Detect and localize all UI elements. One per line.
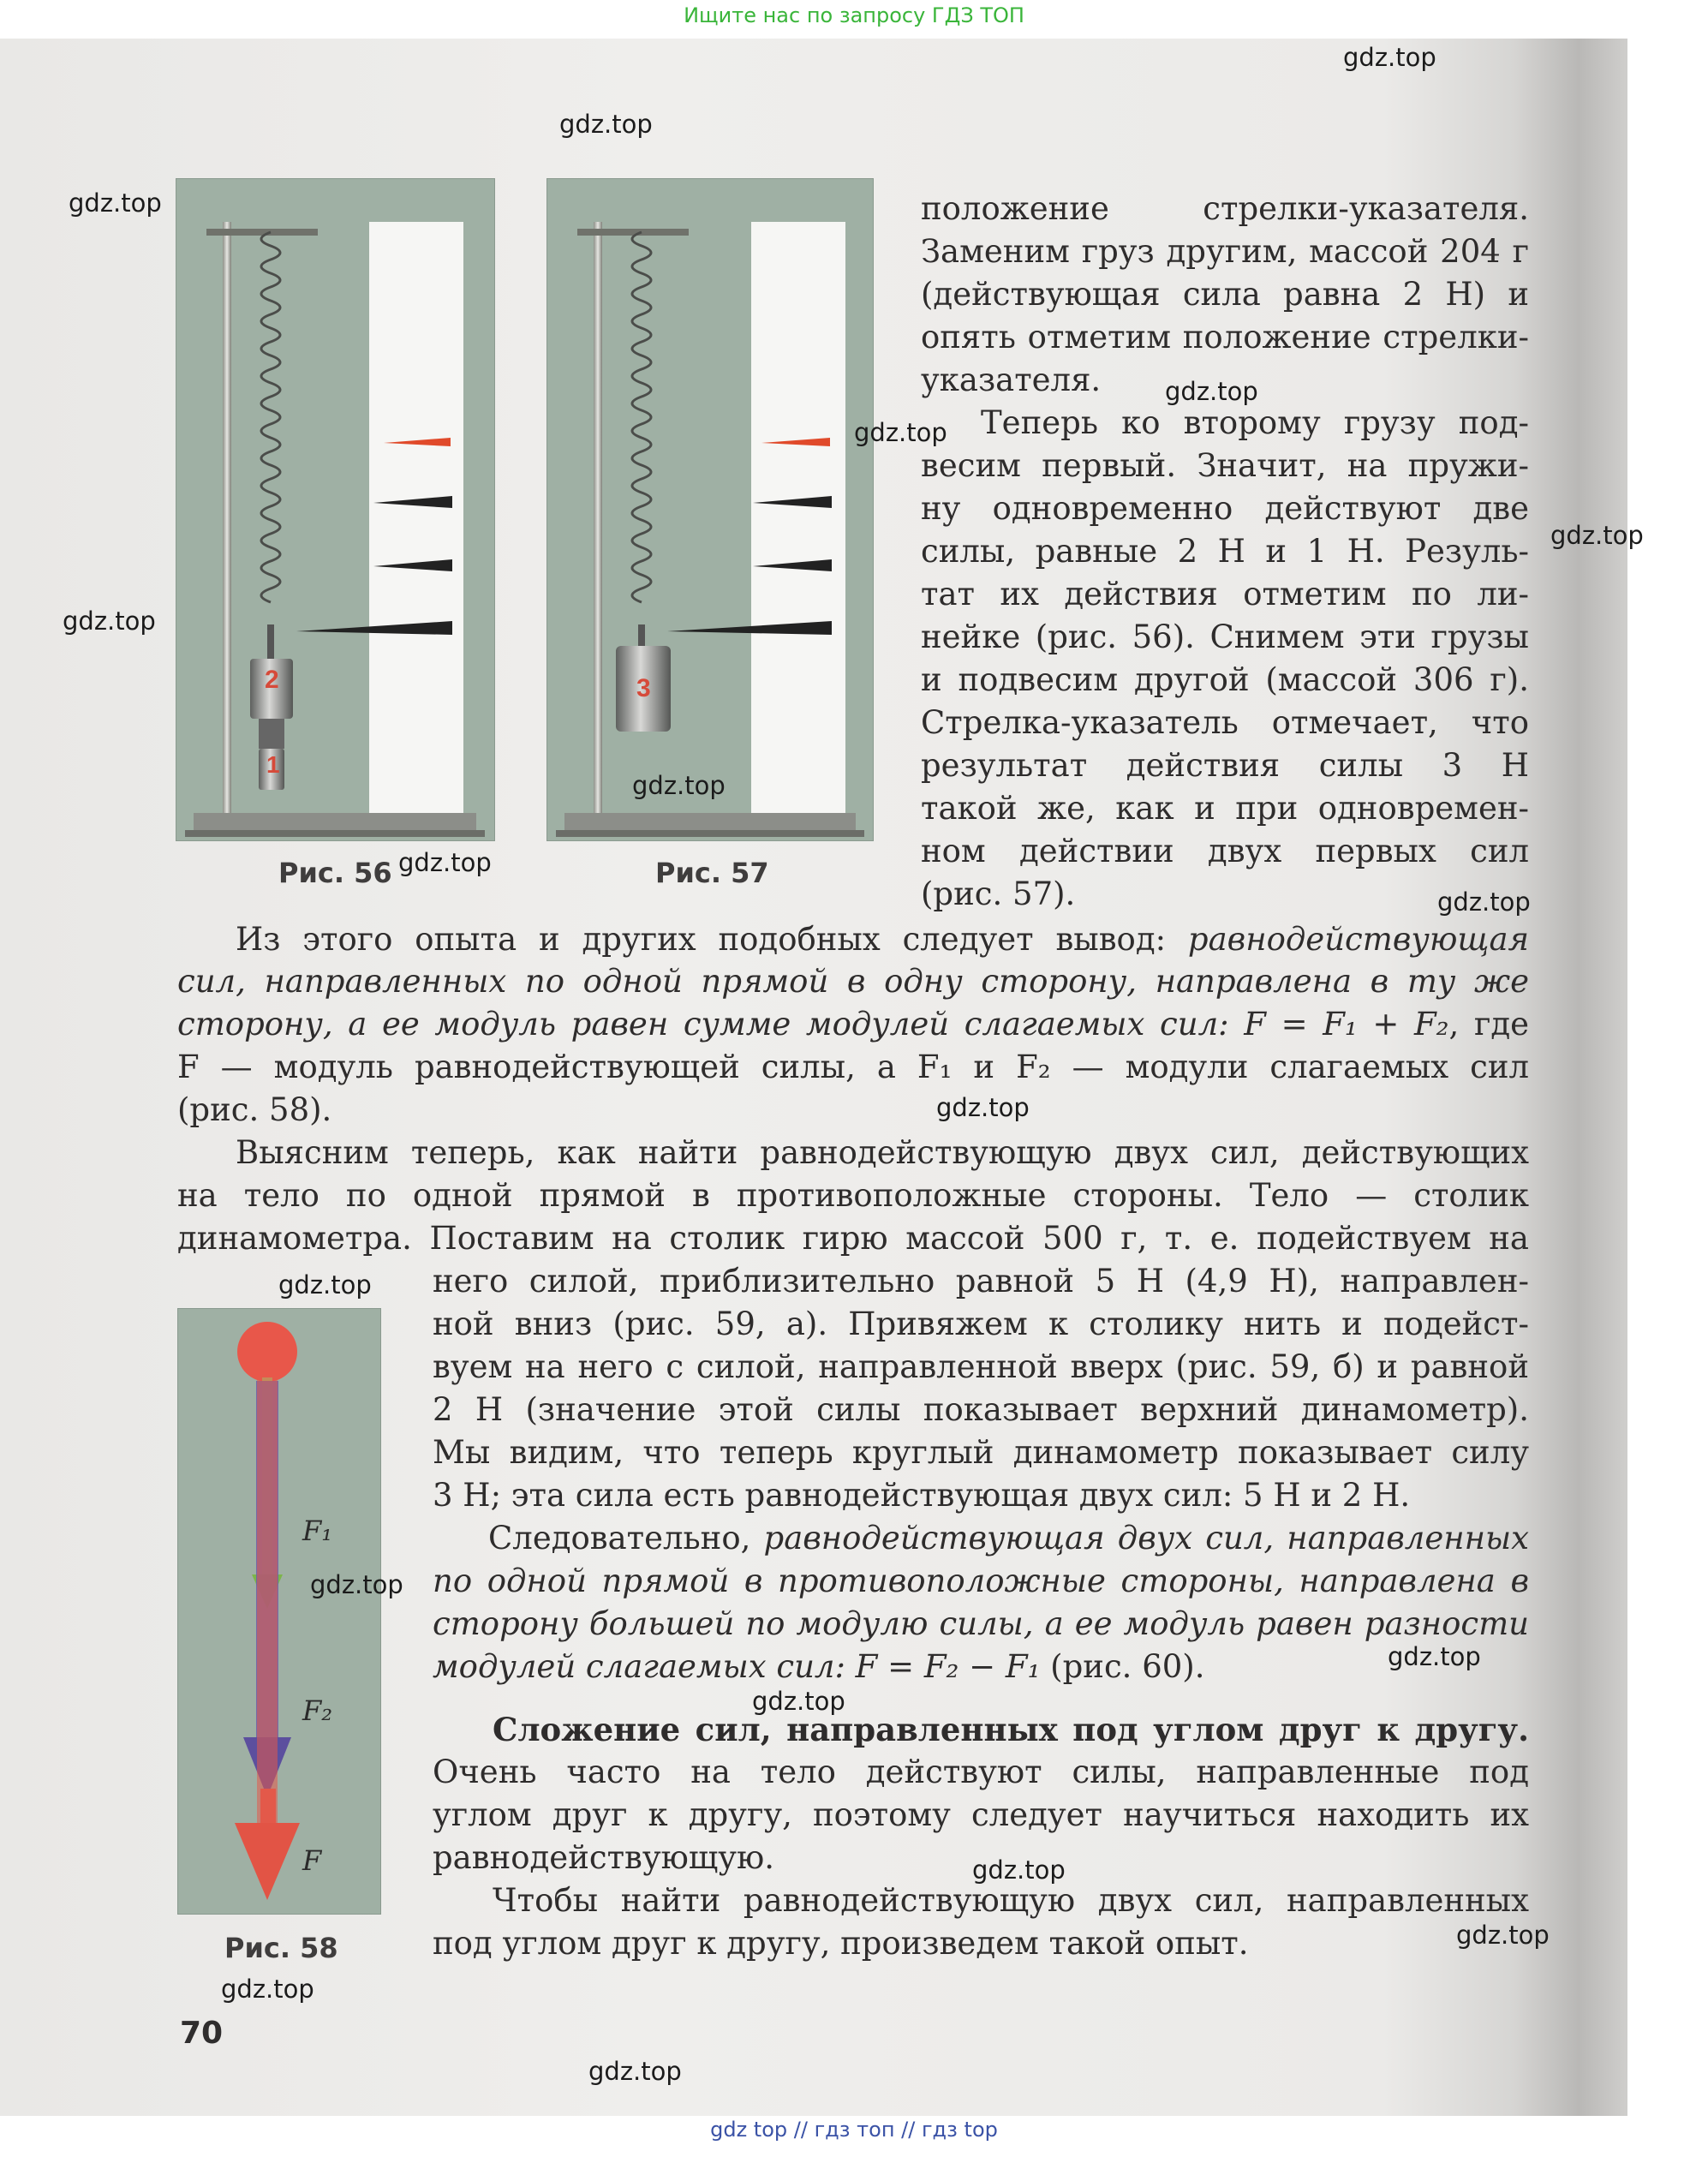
consequently-line-1-italic: равнодействующая двух сил, направленных xyxy=(763,1520,1529,1557)
watermark: gdz.top xyxy=(1550,521,1644,550)
watermark: gdz.top xyxy=(1165,377,1258,406)
conclusion-line-1-text: Из этого опыта и других подобных следует вывод: xyxy=(236,921,1188,958)
watermark: gdz.top xyxy=(1388,1642,1481,1671)
page-number: 70 xyxy=(180,2016,224,2051)
conclusion-line-1 xyxy=(236,919,1529,960)
right-col-line-11: нейке (рис. 56). Снимем эти грузы xyxy=(921,618,1529,655)
weight-1-label: 1 xyxy=(266,751,280,778)
watermark: gdz.top xyxy=(752,1687,845,1716)
opposite-line-7: 2 Н (значение этой силы показывает верхний динамометр). xyxy=(433,1391,1529,1428)
right-col-line-6: Теперь ко второму грузу под- xyxy=(981,404,1529,441)
right-col-line-12: и подвесим другой (массой 306 г). xyxy=(921,661,1529,698)
watermark: gdz.top xyxy=(398,848,492,877)
watermark: gdz.top xyxy=(221,1975,314,2004)
conclusion-line-2: сил, направленных по одной прямой в одну сторону, направлена в ту же xyxy=(177,963,1529,1000)
vector-f-label: F xyxy=(302,1844,322,1877)
angle-line-3: равнодействующую. xyxy=(433,1839,774,1876)
figure-57-illustration xyxy=(547,179,873,840)
right-col-line-2: Заменим груз другим, массой 204 г xyxy=(921,233,1529,270)
top-banner[interactable]: Ищите нас по запросу ГДЗ ТОП xyxy=(684,3,1024,27)
consequently-line-3: сторону большей по модулю силы, а ее модуль равен разности xyxy=(433,1605,1529,1642)
watermark: gdz.top xyxy=(69,188,162,218)
right-col-line-13: Стрелка-указатель отмечает, что xyxy=(921,704,1529,741)
weight-3-label: 3 xyxy=(636,674,651,702)
vector-f1-label: F₁ xyxy=(302,1515,333,1547)
consequently-line-4-tail: (рис. 60). xyxy=(1040,1648,1205,1685)
watermark: gdz.top xyxy=(972,1855,1066,1885)
figure-56-illustration xyxy=(176,179,494,840)
opposite-line-8: Мы видим, что теперь круглый динамометр показывает силу xyxy=(433,1434,1529,1471)
weight-2-label: 2 xyxy=(265,666,279,694)
conclusion-line-4: F — модуль равнодействующей силы, а F₁ и F₂ — модули слагаемых сил xyxy=(177,1049,1529,1085)
figure-58 xyxy=(177,1308,381,1915)
watermark: gdz.top xyxy=(588,2057,682,2086)
conclusion-line-3-tail: , где xyxy=(1448,1006,1530,1043)
watermark: gdz.top xyxy=(310,1570,403,1599)
right-col-line-14: результат действия силы 3 Н xyxy=(921,747,1529,784)
angle-line-1: Очень часто на тело действуют силы, направленные под xyxy=(433,1754,1529,1790)
consequently-line-1 xyxy=(488,1518,1529,1559)
right-col-line-4: опять отметим положение стрелки- xyxy=(921,319,1529,356)
conclusion-line-3 xyxy=(177,1004,1529,1045)
vector-f2-label: F₂ xyxy=(302,1694,333,1727)
right-col-line-1: положение стрелки-указателя. xyxy=(921,190,1529,227)
opposite-line-4: него силой, приблизительно равной 5 Н (4,9 Н), направлен- xyxy=(433,1263,1529,1300)
opposite-line-3: динамометра. Поставим на столик гирю массой 500 г, т. е. подействуем на xyxy=(177,1220,1529,1257)
watermark: gdz.top xyxy=(936,1093,1030,1122)
opposite-line-9: 3 Н; эта сила есть равнодействующая двух сил: 5 Н и 2 Н. xyxy=(433,1477,1411,1514)
figure-58-caption: Рис. 58 xyxy=(224,1932,338,1964)
watermark: gdz.top xyxy=(278,1270,372,1300)
consequently-line-1-text: Следовательно, xyxy=(488,1520,764,1557)
watermark: gdz.top xyxy=(63,606,156,636)
conclusion-line-3-italic: сторону, а ее модуль равен сумме модулей слагаемых сил: xyxy=(177,1006,1245,1043)
right-col-line-7: весим первый. Значит, на пружи- xyxy=(921,447,1529,484)
consequently-line-2: по одной прямой в противоположные стороны, направлена в xyxy=(433,1562,1529,1599)
footer-links[interactable]: gdz top // гдз топ // гдз top xyxy=(710,2118,998,2142)
watermark: gdz.top xyxy=(559,110,653,139)
right-col-line-8: ну одновременно действуют две xyxy=(921,490,1529,527)
watermark: gdz.top xyxy=(1437,887,1531,917)
consequently-formula: модулей слагаемых сил: F = F₂ − F₁ xyxy=(433,1648,1041,1685)
experiment-line-2: под углом друг к другу, произведем такой опыт. xyxy=(433,1925,1249,1962)
opposite-line-5: ной вниз (рис. 59, а). Привяжем к столику нить и подейст- xyxy=(433,1306,1529,1342)
right-col-line-3: (действующая сила равна 2 Н) и xyxy=(921,276,1529,313)
consequently-line-4 xyxy=(433,1646,1205,1688)
watermark: gdz.top xyxy=(632,771,726,800)
watermark: gdz.top xyxy=(1456,1921,1550,1950)
right-col-line-9: силы, равные 2 Н и 1 Н. Резуль- xyxy=(921,533,1529,570)
opposite-line-6: вуем на него с силой, направленной вверх (рис. 59, б) и равной xyxy=(433,1348,1529,1385)
figure-56-caption: Рис. 56 xyxy=(278,857,392,889)
opposite-line-2: на тело по одной прямой в противоположные стороны. Тело — столик xyxy=(177,1177,1529,1214)
experiment-line-1: Чтобы найти равнодействующую двух сил, направленных xyxy=(493,1882,1529,1919)
right-col-line-10: тат их действия отметим по ли- xyxy=(921,576,1529,612)
figure-56 xyxy=(176,178,495,841)
watermark: gdz.top xyxy=(854,418,947,447)
conclusion-formula: F = F₁ + F₂ xyxy=(1244,1006,1449,1043)
conclusion-line-5: (рис. 58). xyxy=(177,1091,332,1128)
section-heading: Сложение сил, направленных под углом друг к другу. xyxy=(493,1711,1529,1748)
conclusion-line-1-italic: равнодействующая xyxy=(1187,921,1529,958)
right-col-line-17: (рис. 57). xyxy=(921,875,1076,912)
figure-58-illustration xyxy=(178,1309,380,1914)
angle-line-2: углом друг к другу, поэтому следует научиться находить их xyxy=(433,1796,1529,1833)
opposite-line-1: Выясним теперь, как найти равнодействующую двух сил, действующих xyxy=(236,1134,1529,1171)
watermark: gdz.top xyxy=(1343,43,1436,72)
figure-57 xyxy=(546,178,874,841)
right-col-line-15: такой же, как и при одновремен- xyxy=(921,790,1529,827)
right-col-line-16: ном действии двух первых сил xyxy=(921,833,1529,869)
figure-57-caption: Рис. 57 xyxy=(655,857,769,889)
right-col-line-5: указателя. xyxy=(921,361,1102,398)
